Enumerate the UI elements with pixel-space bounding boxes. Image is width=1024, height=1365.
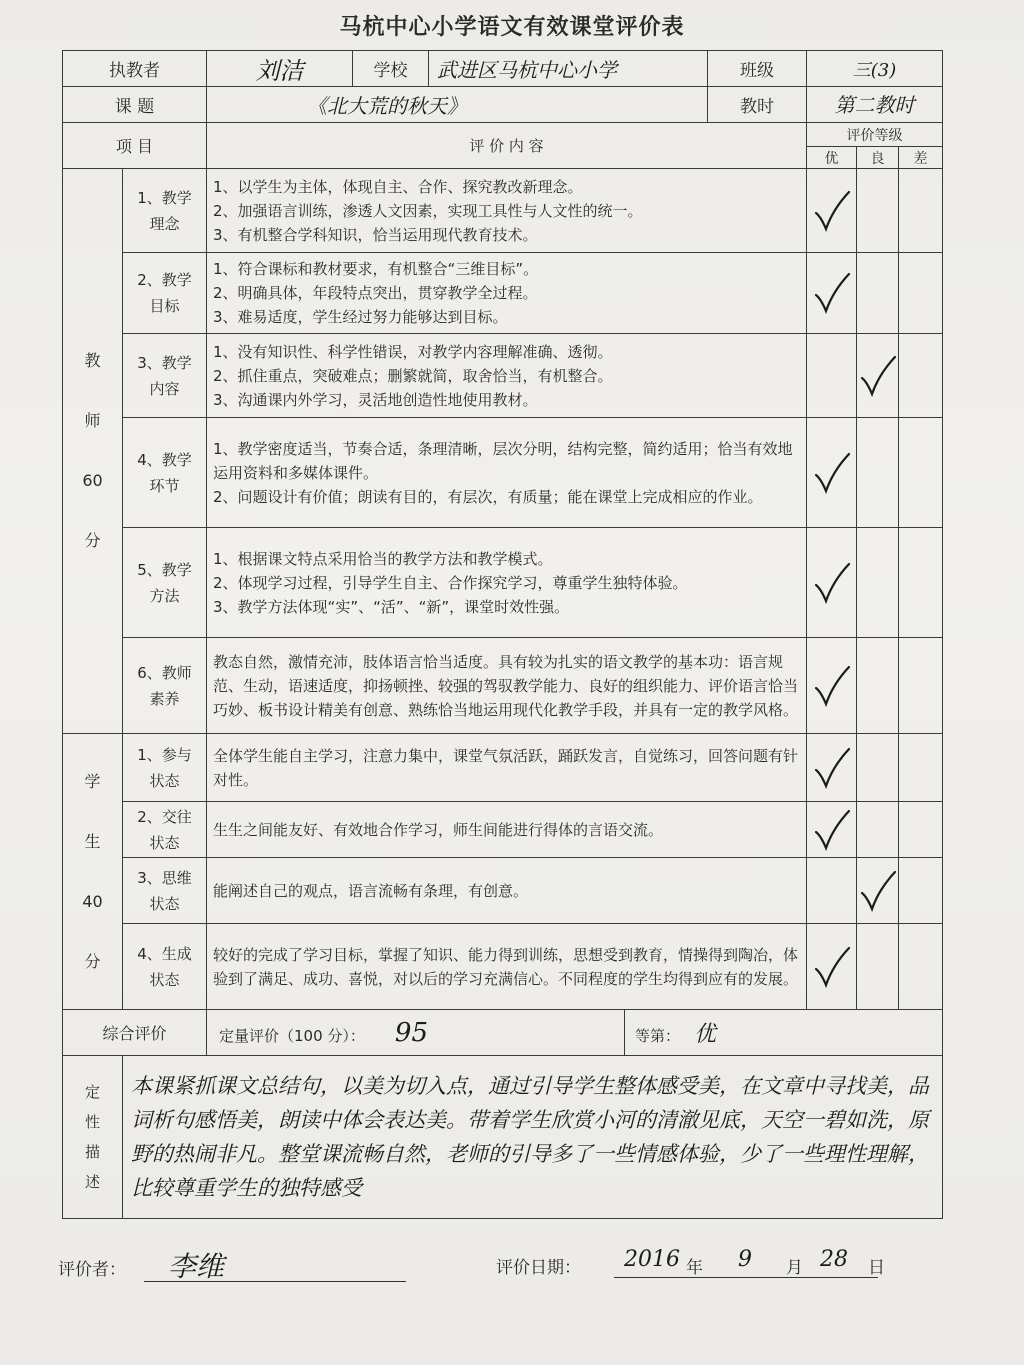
teacher-section-row [63, 334, 943, 418]
overall-row [63, 1010, 943, 1056]
rating-good-cell [857, 802, 899, 858]
school-value: 武进区马杭中心小学 [429, 51, 708, 87]
criteria-cell [207, 334, 807, 418]
header-row-teacher [63, 51, 943, 87]
rating-good-cell [857, 169, 899, 253]
item-name-line: 目标 [149, 297, 180, 315]
item-name-line: 方法 [149, 586, 180, 605]
rating-excellent-cell [807, 418, 857, 528]
criteria-line: 能阐述自己的观点，语言流畅有条理，有创意。 [213, 881, 529, 900]
qualitative-label-char: 定 [84, 1083, 100, 1101]
checkmark-icon [807, 808, 856, 852]
teacher-section-label-char: 分 [84, 531, 101, 550]
criteria-line: 全体学生能自主学习，注意力集中，课堂气氛活跃，踊跃发言，自觉练习，回答问题有针对性。 [213, 746, 799, 789]
rating-poor-cell [899, 924, 943, 1010]
criteria-cell [207, 924, 807, 1010]
checkmark-icon [807, 945, 856, 989]
checkmark-icon [807, 189, 856, 233]
rating-good-cell [857, 418, 899, 528]
quant-score: 95 [394, 1017, 428, 1048]
criteria-cell [207, 418, 807, 528]
item-name [123, 802, 207, 858]
rating-poor-cell [899, 858, 943, 924]
item-name [123, 169, 207, 253]
year-unit: 年 [686, 1258, 703, 1278]
item-name [123, 253, 207, 334]
item-name-line: 4、生成 [137, 944, 192, 963]
teacher-section-row [63, 169, 943, 253]
date-month: 9 [738, 1247, 752, 1272]
student-section-label-char: 学 [84, 771, 101, 791]
good-header: 良 [857, 147, 899, 169]
criteria-line: 1、以学生为主体，体现自主、合作、探究教改新理念。 [213, 177, 583, 196]
rating-excellent-cell [807, 528, 857, 638]
rating-excellent-cell [807, 638, 857, 734]
project-header: 项 目 [63, 123, 207, 169]
qualitative-description: 本课紧抓课文总结句，以美为切入点，通过引导学生整体感受美，在文章中寻找美，品词析句感悟美，朗读中体会表达美。带着学生欣赏小河的清澈见底，天空一碧如洗，原野的热闹非凡。整堂课流畅自然，老师的引导多了一些情感体验，少了一些理性理解，比较尊重学生的独特感受 [123, 1056, 943, 1219]
qualitative-label-char: 描 [84, 1143, 100, 1161]
rating-good-cell [857, 528, 899, 638]
teacher-section-row [63, 253, 943, 334]
excellent-header: 优 [807, 147, 857, 169]
criteria-line: 3、难易适度，学生经过努力能够达到目标。 [213, 308, 508, 326]
checkmark-icon [807, 271, 856, 315]
rating-excellent-cell [807, 334, 857, 418]
item-name [123, 734, 207, 802]
student-section-label-char: 分 [84, 951, 101, 971]
grade-value: 优 [694, 1022, 717, 1047]
rating-excellent-cell [807, 924, 857, 1010]
item-name [123, 528, 207, 638]
criteria-line: 3、沟通课内外学习，灵活地创造性地使用教材。 [213, 390, 538, 409]
grade-label: 等第： [635, 1027, 681, 1045]
rating-good-cell [857, 638, 899, 734]
item-name [123, 858, 207, 924]
teacher-section-label-char: 教 [84, 351, 101, 370]
criteria-line: 生生之间能友好、有效地合作学习，师生间能进行得体的言语交流。 [213, 820, 664, 839]
school-label: 学校 [353, 51, 429, 87]
student-section-row [63, 858, 943, 924]
qualitative-label-char: 性 [84, 1113, 100, 1131]
item-name-line: 1、参与 [137, 745, 192, 764]
footer [58, 1245, 958, 1285]
item-name-line: 内容 [149, 379, 180, 398]
criteria-line: 1、没有知识性、科学性错误，对教学内容理解准确、透彻。 [213, 342, 613, 361]
evaluator-label: 评价者： [58, 1260, 126, 1280]
rating-good-cell [857, 334, 899, 418]
criteria-line: 1、教学密度适当，节奏合适，条理清晰，层次分明，结构完整，简约适用；恰当有效地运用资料和多媒体课件。 [213, 439, 793, 482]
teacher-section-label [63, 169, 123, 734]
topic-value: 《北大荒的秋天》 [207, 87, 708, 123]
student-section-label-char: 40 [82, 891, 103, 911]
day-unit: 日 [868, 1258, 885, 1278]
rating-good-cell [857, 924, 899, 1010]
evaluator-signature: 李维 [168, 1250, 225, 1283]
teacher-section-row [63, 638, 943, 734]
rating-good-cell [857, 858, 899, 924]
item-name-line: 状态 [149, 833, 180, 852]
rating-poor-cell [899, 528, 943, 638]
period-label: 教时 [708, 87, 807, 123]
header-row-topic [63, 87, 943, 123]
rating-poor-cell [899, 334, 943, 418]
checkmark-icon [807, 664, 856, 708]
student-section-row [63, 734, 943, 802]
item-name-line: 6、教师 [137, 663, 192, 682]
criteria-cell [207, 638, 807, 734]
teacher-label: 执教者 [63, 51, 207, 87]
checkmark-icon [857, 354, 898, 398]
header-row-columns-top [63, 123, 943, 147]
evaluation-table [62, 50, 943, 1219]
rating-excellent-cell [807, 169, 857, 253]
item-name [123, 924, 207, 1010]
teacher-value: 刘洁 [207, 51, 353, 87]
class-value: 三(3) [807, 51, 943, 87]
item-name-line: 2、交往 [137, 807, 192, 826]
student-section-label [63, 734, 123, 1010]
item-name-line: 3、教学 [137, 353, 192, 372]
rating-poor-cell [899, 418, 943, 528]
student-section-row [63, 802, 943, 858]
item-name-line: 状态 [149, 894, 180, 913]
date-label: 评价日期： [496, 1258, 581, 1278]
criteria-cell [207, 528, 807, 638]
item-name-line: 状态 [149, 970, 180, 989]
quant-cell [207, 1010, 625, 1056]
grade-cell [625, 1010, 943, 1056]
criteria-cell [207, 858, 807, 924]
rating-poor-cell [899, 638, 943, 734]
rating-grade-header: 评价等级 [807, 123, 943, 147]
form-title: 马杭中心小学语文有效课堂评价表 [339, 15, 685, 40]
criteria-line: 2、抓住重点，突破难点；删繁就简，取舍恰当，有机整合。 [213, 366, 613, 385]
qualitative-label-char: 述 [84, 1173, 100, 1191]
period-value: 第二教时 [807, 87, 943, 123]
criteria-cell [207, 169, 807, 253]
month-unit: 月 [786, 1258, 803, 1278]
qualitative-row [63, 1056, 943, 1219]
criteria-line: 3、教学方法体现“实”、“活”、“新”，课堂时效性强。 [213, 597, 570, 616]
checkmark-icon [807, 451, 856, 495]
checkmark-icon [807, 561, 856, 605]
item-name-line: 5、教学 [137, 560, 192, 579]
criteria-line: 1、符合课标和教材要求，有机整合“三维目标”。 [213, 260, 539, 278]
criteria-cell [207, 802, 807, 858]
criteria-line: 2、明确具体，年段特点突出，贯穿教学全过程。 [213, 284, 538, 302]
rating-good-cell [857, 734, 899, 802]
criteria-cell [207, 253, 807, 334]
class-label: 班级 [708, 51, 807, 87]
item-name [123, 418, 207, 528]
rating-excellent-cell [807, 858, 857, 924]
rating-poor-cell [899, 169, 943, 253]
item-name-line: 理念 [149, 214, 180, 233]
teacher-section-label-char: 60 [82, 471, 103, 490]
item-name-line: 状态 [149, 771, 180, 790]
item-name-line: 素养 [149, 689, 180, 708]
item-name [123, 334, 207, 418]
rating-excellent-cell [807, 253, 857, 334]
item-name-line: 4、教学 [137, 450, 192, 469]
teacher-section-row [63, 528, 943, 638]
date-line [614, 1277, 878, 1278]
date-day: 28 [820, 1247, 848, 1272]
teacher-section-row [63, 418, 943, 528]
criteria-line: 2、问题设计有价值；朗读有目的，有层次，有质量；能在课堂上完成相应的作业。 [213, 487, 763, 506]
criteria-cell [207, 734, 807, 802]
content-header: 评 价 内 容 [207, 123, 807, 169]
rating-poor-cell [899, 734, 943, 802]
checkmark-icon [857, 869, 898, 913]
rating-excellent-cell [807, 802, 857, 858]
criteria-line: 2、体现学习过程，引导学生自主、合作探究学习，尊重学生独特体验。 [213, 573, 688, 592]
date-year: 2016 [624, 1247, 680, 1272]
item-name [123, 638, 207, 734]
criteria-line: 教态自然，激情充沛，肢体语言恰当适度。具有较为扎实的语文教学的基本功：语言规范、生动，语速适度，抑扬顿挫、较强的驾驭教学能力、良好的组织能力、评价语言恰当巧妙、板书设计精美有创意、熟练恰当地运用现代化教学手段，并具有一定的教学风格。 [213, 652, 799, 719]
item-name-line: 2、教学 [137, 271, 192, 289]
criteria-line: 3、有机整合学科知识，恰当运用现代教育技术。 [213, 225, 538, 244]
criteria-line: 较好的完成了学习目标，掌握了知识、能力得到训练，思想受到教育，情操得到陶冶，体验到了满足、成功、喜悦，对以后的学习充满信心。不同程度的学生均得到应有的发展。 [213, 945, 799, 988]
item-name-line: 1、教学 [137, 188, 192, 207]
poor-header: 差 [899, 147, 943, 169]
student-section-row [63, 924, 943, 1010]
rating-poor-cell [899, 802, 943, 858]
criteria-line: 2、加强语言训练，渗透人文因素，实现工具性与人文性的统一。 [213, 201, 643, 220]
student-section-label-char: 生 [84, 831, 101, 851]
quant-label: 定量评价（100 分）： [219, 1026, 365, 1045]
rating-good-cell [857, 253, 899, 334]
rating-poor-cell [899, 253, 943, 334]
topic-label: 课 题 [63, 87, 207, 123]
qualitative-label [63, 1056, 123, 1219]
criteria-line: 1、根据课文特点采用恰当的教学方法和教学模式。 [213, 549, 553, 568]
item-name-line: 环节 [149, 476, 180, 495]
checkmark-icon [807, 746, 856, 790]
item-name-line: 3、思维 [137, 868, 192, 887]
rating-excellent-cell [807, 734, 857, 802]
teacher-section-label-char: 师 [84, 411, 101, 430]
overall-label: 综合评价 [63, 1010, 207, 1056]
